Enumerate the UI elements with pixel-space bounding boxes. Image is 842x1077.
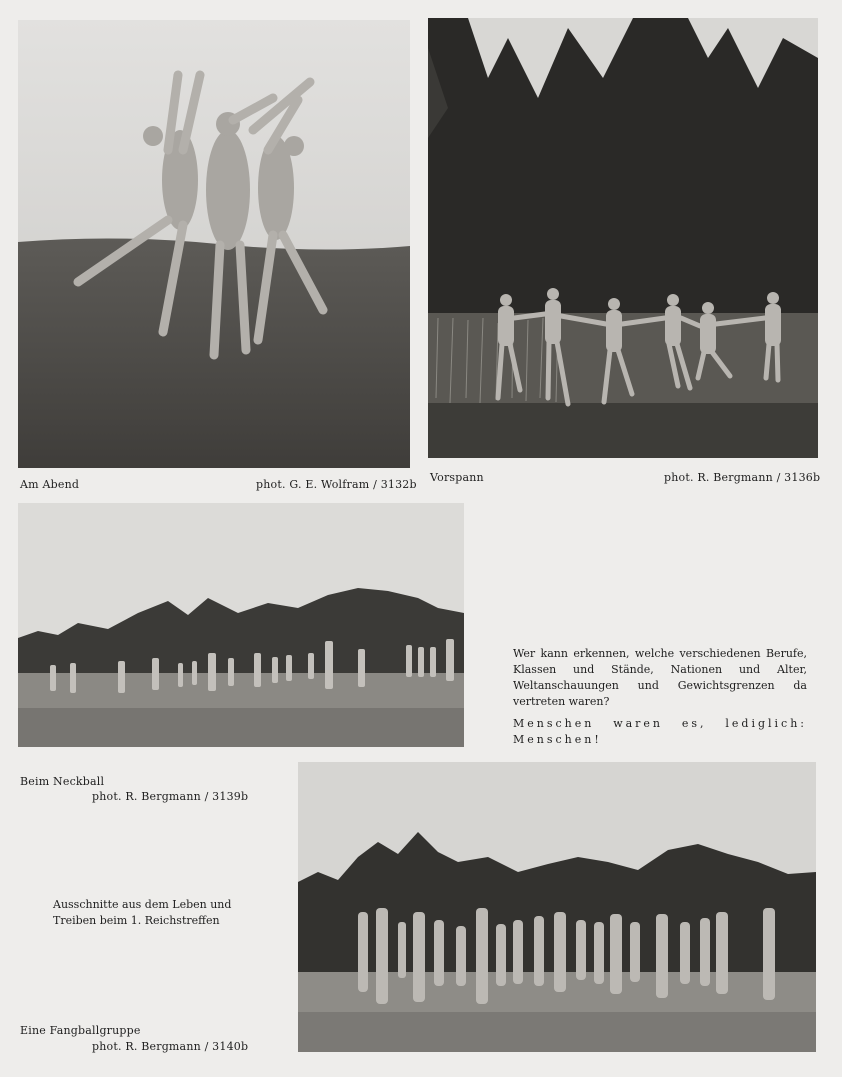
caption-am-abend-title: Am Abend	[20, 478, 80, 491]
photo-am-abend	[18, 20, 410, 468]
caption-neckball-credit: phot. R. Bergmann / 3139b	[92, 790, 249, 803]
caption-fangball-title: Eine Fangballgruppe	[20, 1024, 141, 1037]
caption-fangball-credit: phot. R. Bergmann / 3140b	[92, 1040, 249, 1053]
caption-vorspann-title: Vorspann	[430, 471, 484, 484]
quote-answer: Menschen waren es, lediglich: Menschen!	[513, 717, 807, 746]
caption-vorspann-credit: phot. R. Bergmann / 3136b	[664, 471, 821, 484]
center-caption-line2: Treiben beim 1. Reichstreffen	[53, 914, 220, 927]
quote-block	[513, 646, 807, 748]
center-caption	[53, 897, 253, 929]
caption-neckball-title: Beim Neckball	[20, 775, 105, 788]
photo-beim-neckball	[18, 503, 464, 747]
photo-vorspann	[428, 18, 818, 458]
photo-fangballgruppe	[298, 762, 816, 1052]
quote-question: Wer kann erkennen, welche verschiedenen Berufe, Klassen und Stände, Nationen und Alter, Weltanschauungen und Gewichtsgrenzen da vertreten waren?	[513, 647, 807, 708]
center-caption-line1: Ausschnitte aus dem Leben und	[53, 898, 232, 911]
caption-am-abend-credit: phot. G. E. Wolfram / 3132b	[256, 478, 417, 491]
